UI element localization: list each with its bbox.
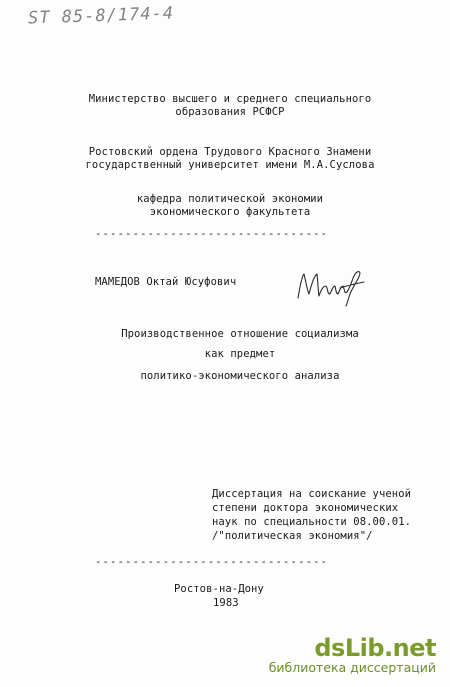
dissertation-line-3: наук по специальности 08.00.01. [212, 516, 412, 528]
dashed-rule-bottom: ------------------------------- [95, 556, 329, 568]
university-line-1: Ростовский ордена Трудового Красного Знамени [88, 146, 372, 158]
dissertation-line-4: /"политическая экономия"/ [212, 530, 373, 542]
watermark-caption: библиотека диссертаций [268, 660, 436, 675]
dissertation-line-2: степени доктора экономических [212, 502, 399, 514]
watermark [269, 636, 436, 675]
year: 1983 [213, 597, 239, 609]
ministry-line-1: Министерство высшего и среднего специального [88, 93, 372, 105]
thesis-title-line-2: как предмет [204, 348, 276, 360]
watermark-logo: dsLib.net [314, 634, 436, 662]
thesis-title-line-1: Производственное отношение социализма [121, 328, 359, 340]
ministry-line-2: образования РСФСР [175, 106, 285, 118]
dissertation-line-1: Диссертация на соискание ученой [212, 488, 412, 500]
department-line-1: кафедра политической экономии [136, 193, 324, 205]
department-line-2: экономического факультета [149, 206, 311, 218]
university-line-2: государственный университет имени М.А.Суслова [85, 159, 375, 171]
thesis-title-line-3: политико-экономического анализа [140, 370, 340, 382]
dashed-rule-top: ------------------------------- [95, 228, 329, 240]
author-signature [292, 264, 370, 308]
author-name: МАМЕДОВ Октай Юсуфович [95, 276, 237, 288]
archive-mark: ST 85-8/174-4 [27, 3, 175, 29]
city: Ростов-на-Дону [174, 583, 264, 595]
